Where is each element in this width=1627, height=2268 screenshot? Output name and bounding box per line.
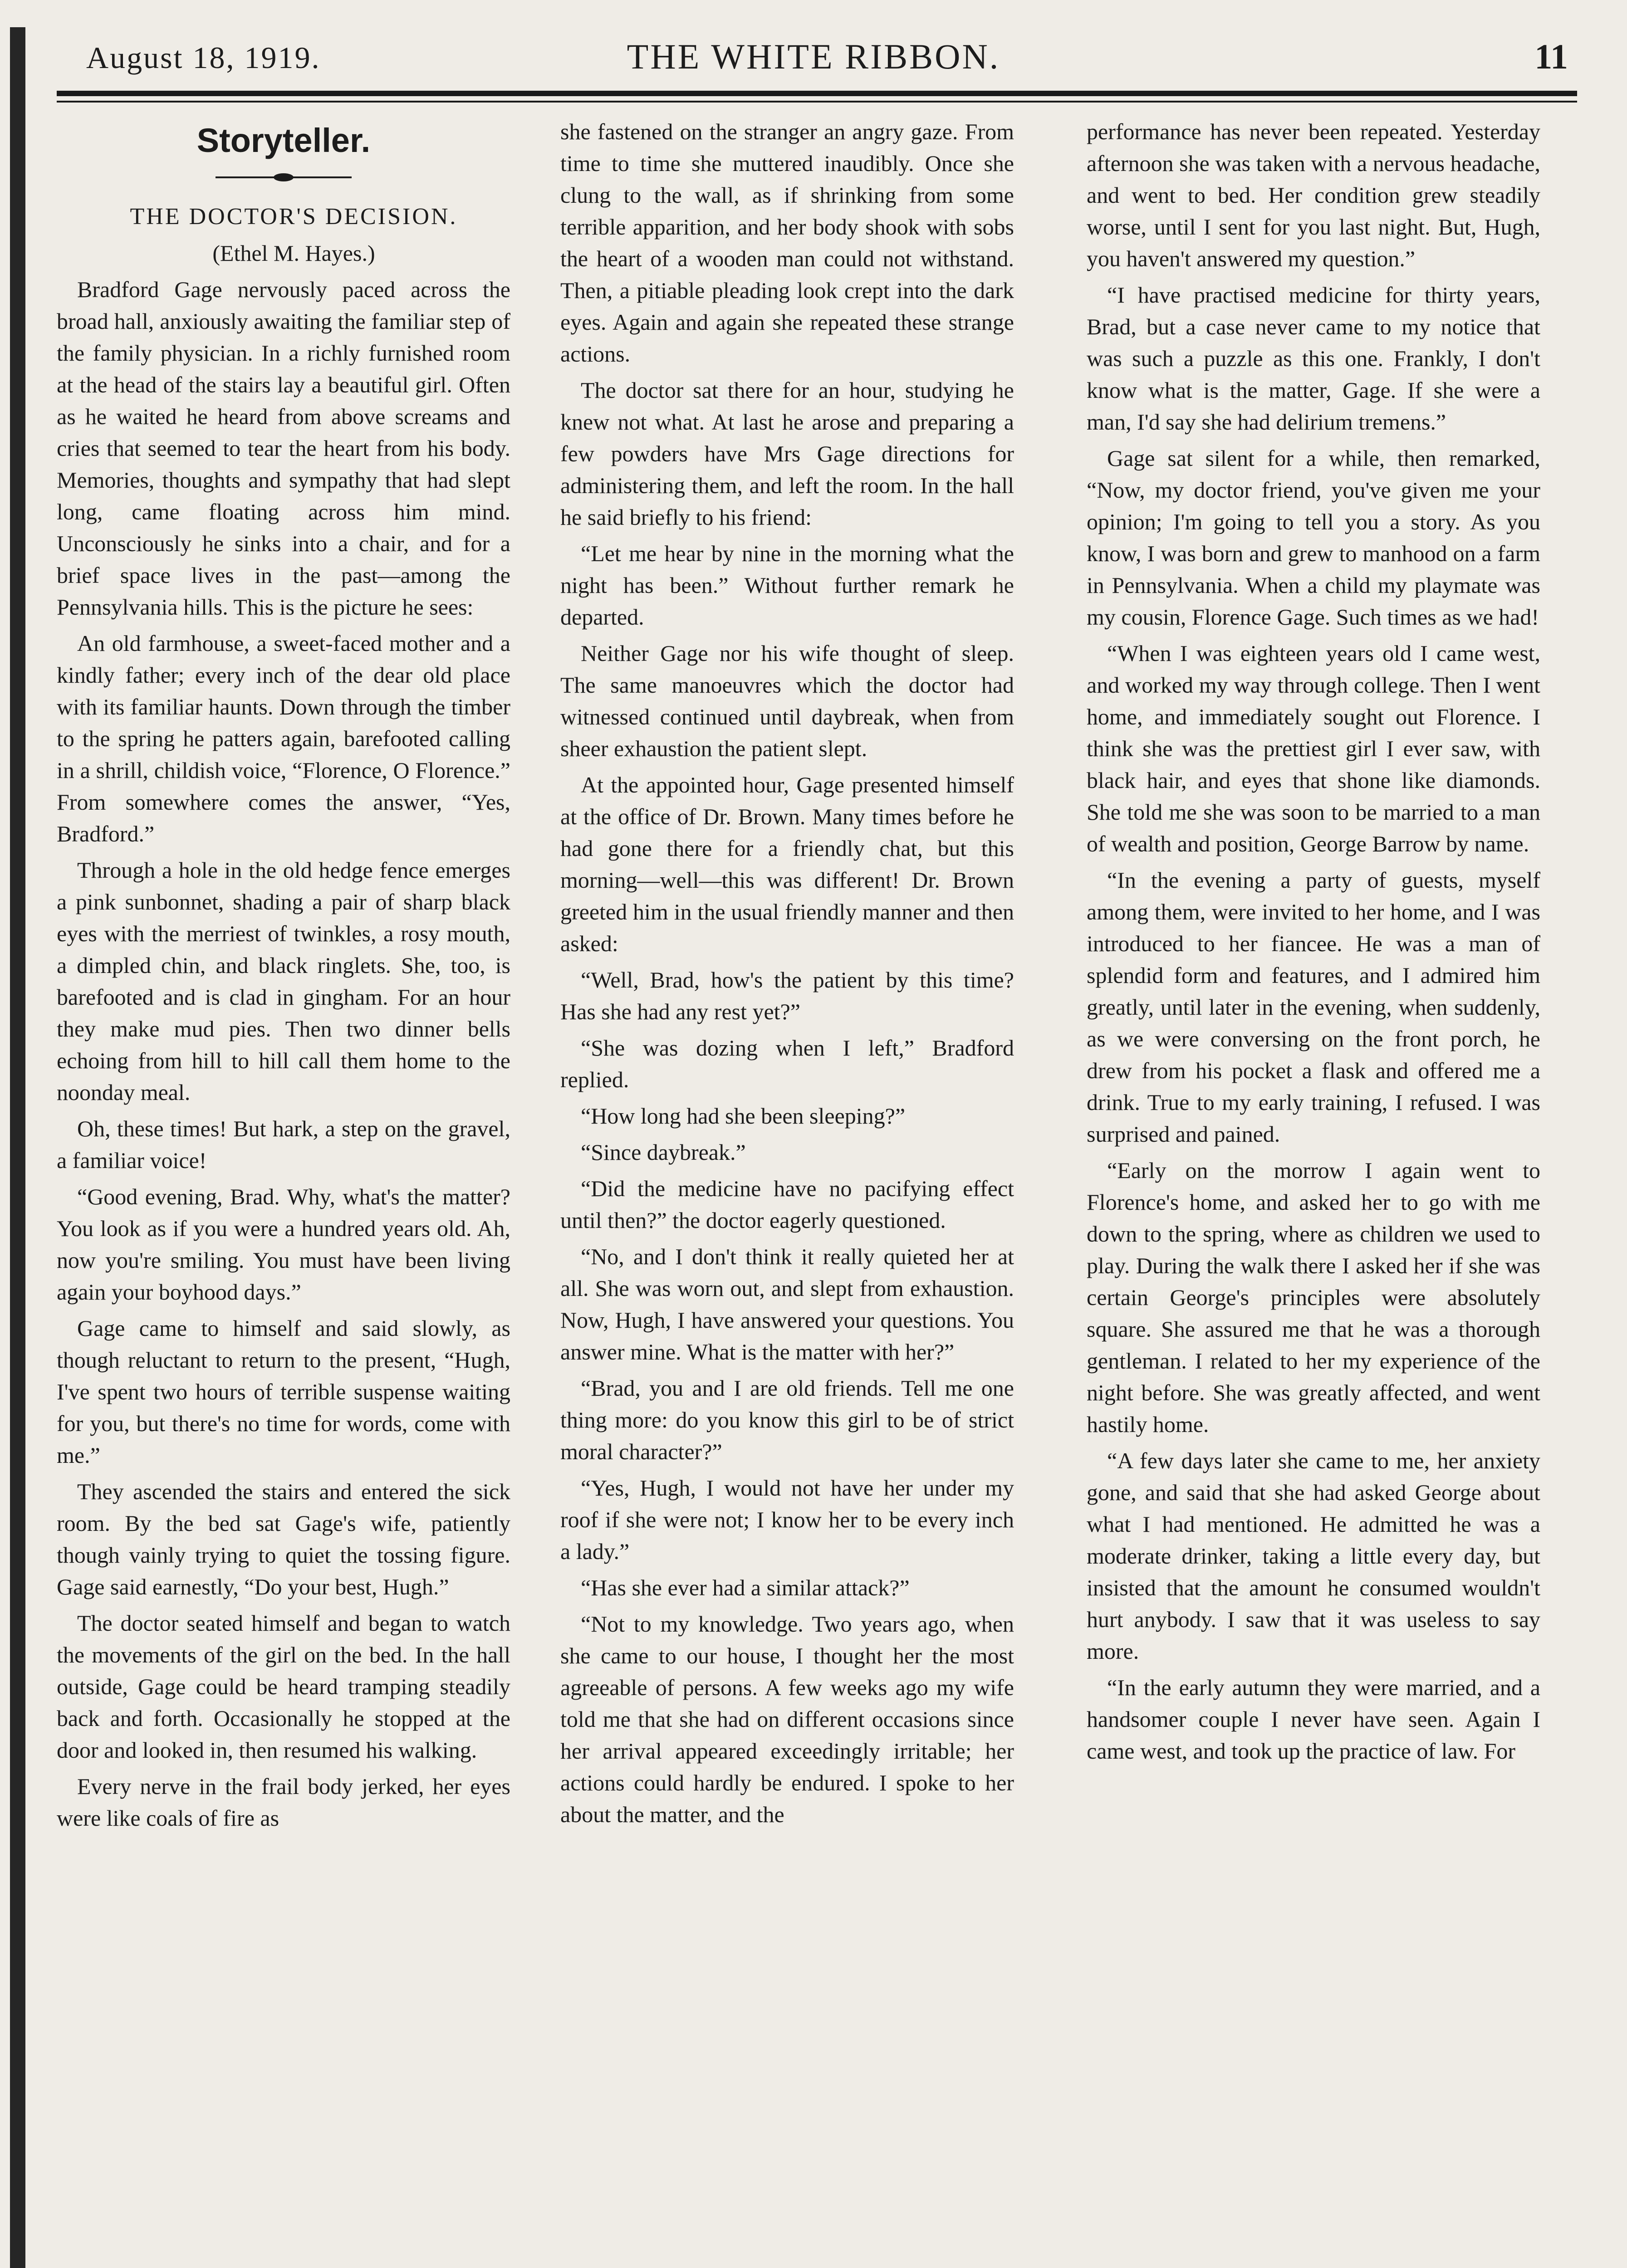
paragraph: “When I was eighteen years old I came west, and worked my way through college. Then I went home, and immediately sought out Florence. I think she was the prettiest girl I ever saw, with black hair, and eyes that shone like diamonds. She told me she was soon to be married to a man of wealth and position, George Barrow by name.: [1087, 640, 1540, 856]
column-2: [560, 116, 1014, 2257]
paragraph: Bradford Gage nervously paced across the broad hall, anxiously awaiting the familiar step of the family physician. In a richly furnished room at the head of the stairs lay a beautiful girl. Often as he waited he heard from above screams and cries that seemed to tear the heart from his body. Memories, thoughts and sympathy that had slept long, came floating across him mind. Unconsciously he sinks into a chair, and for a brief space lives in the past—among the Pennsylvania hills. This is the picture he sees:: [57, 277, 510, 620]
paragraph: “Well, Brad, how's the patient by this time? Has she had any rest yet?”: [560, 967, 1014, 1024]
paragraph: “In the early autumn they were married, and a handsomer couple I never have seen. Again I came west, and took up the practice of law. For: [1087, 1675, 1540, 1764]
paragraph: Oh, these times! But hark, a step on the gravel, a familiar voice!: [57, 1116, 510, 1173]
publication-title: THE WHITE RIBBON.: [627, 37, 1000, 76]
paragraph: Gage came to himself and said slowly, as though reluctant to return to the present, “Hugh, I've spent two hours of terrible suspense waiting for you, but there's no time for words, come with me.”: [57, 1315, 510, 1468]
ornament-divider-icon: [216, 172, 352, 183]
paragraph: An old farmhouse, a sweet-faced mother and a kindly father; every inch of the dear old place with its familiar haunts. Down through the timber to the spring he patters again, barefooted calling in a shrill, childish voice, “Florence, O Florence.” From somewhere comes the answer, “Yes, Bradford.”: [57, 631, 510, 846]
column-1: [57, 116, 510, 2257]
paragraph: “Since daybreak.”: [581, 1139, 746, 1165]
paragraph: At the appointed hour, Gage presented himself at the office of Dr. Brown. Many times before he had gone there for a friendly chat, but this morning—well—this was different! Dr. Brown greeted him in the usual friendly manner and then asked:: [560, 772, 1014, 956]
paragraph: “Has she ever had a similar attack?”: [581, 1575, 910, 1600]
paragraph: “Early on the morrow I again went to Florence's home, and asked her to go with me down to the spring, where as children we used to play. During the walk there I asked her if she was certain George's principles were absolutely square. She assured me that he was a thorough gentleman. I related to her my experience of the night before. She was greatly affected, and went hastily home.: [1087, 1158, 1540, 1437]
paragraph: “No, and I don't think it really quieted her at all. She was worn out, and slept from exhaustion. Now, Hugh, I have answered your questions. You answer mine. What is the matter with her?”: [560, 1244, 1014, 1364]
page-header: [59, 32, 1568, 86]
paragraph: performance has never been repeated. Yesterday afternoon she was taken with a nervous headache, and went to bed. Her condition grew steadily worse, until I sent for you last night. But, Hugh, you haven't answered my question.”: [1087, 119, 1540, 271]
story-author: (Ethel M. Hayes.): [212, 240, 375, 266]
paragraph: Neither Gage nor his wife thought of sleep. The same manoeuvres which the doctor had witnessed continued until daybreak, when from sheer exhaustion the patient slept.: [560, 640, 1014, 761]
paragraph: Through a hole in the old hedge fence emerges a pink sunbonnet, shading a pair of sharp black eyes with the merriest of twinkles, a rosy mouth, a dimpled chin, and black ringlets. She, too, is barefooted and is clad in gingham. For an hour they make mud pies. Then two dinner bells echoing from hill to hill call them home to the noonday meal.: [57, 857, 510, 1105]
paragraph: “How long had she been sleeping?”: [581, 1103, 906, 1129]
section-title: Storyteller.: [196, 122, 371, 159]
paragraph: “Good evening, Brad. Why, what's the matter? You look as if you were a hundred years old. Ah, now you're smiling. You must have been living again your boyhood days.”: [57, 1184, 510, 1305]
page-number: 11: [1534, 37, 1568, 76]
paragraph: “Yes, Hugh, I would not have her under my roof if she were not; I know her to be every inch a lady.”: [560, 1475, 1014, 1564]
paragraph: “Not to my knowledge. Two years ago, when she came to our house, I thought her the most agreeable of persons. A few weeks ago my wife told me that she had on different occasions since her arrival appeared exceedingly irritable; her actions could hardly be endured. I spoke to her about the matter, and the: [560, 1611, 1014, 1827]
paragraph: “She was dozing when I left,” Bradford replied.: [560, 1035, 1014, 1092]
paragraph: The doctor seated himself and began to watch the movements of the girl on the bed. In the hall outside, Gage could be heard tramping steadily back and forth. Occasionally he stopped at the door and looked in, then resumed his walking.: [57, 1610, 510, 1763]
header-rule-thin: [57, 101, 1577, 103]
issue-date: August 18, 1919.: [86, 40, 321, 75]
paragraph: “I have practised medicine for thirty years, Brad, but a case never came to my notice that was such a puzzle as this one. Frankly, I don't know what is the matter, Gage. If she were a man, I'd say she had delirium tremens.”: [1087, 282, 1540, 435]
paragraph: They ascended the stairs and entered the sick room. By the bed sat Gage's wife, patiently though vainly trying to quiet the tossing figure. Gage said earnestly, “Do your best, Hugh.”: [57, 1479, 510, 1599]
story-title: THE DOCTOR'S DECISION.: [130, 204, 458, 230]
binding-edge: [10, 27, 25, 2268]
paragraph: Every nerve in the frail body jerked, her eyes were like coals of fire as: [57, 1774, 510, 1831]
paragraph: Gage sat silent for a while, then remarked, “Now, my doctor friend, you've given me your opinion; I'm going to tell you a story. As you know, I was born and grew to manhood on a farm in Pennsylvania. When a child my playmate was my cousin, Florence Gage. Such times as we had!: [1087, 445, 1540, 630]
paragraph: “A few days later she came to me, her anxiety gone, and said that she had asked George about what I had mentioned. He admitted he was a moderate drinker, taking a little every day, but insisted that the amount he consumed wouldn't hurt anybody. I saw that it was useless to say more.: [1087, 1448, 1540, 1664]
paragraph: “Let me hear by nine in the morning what the night has been.” Without further remark he departed.: [560, 541, 1014, 630]
column-3: [1087, 116, 1540, 2257]
paragraph: she fastened on the stranger an angry gaze. From time to time she muttered inaudibly. Once she clung to the wall, as if shrinking from some terrible apparition, and her body shook with sobs the heart of a wooden man could not withstand. Then, a pitiable pleading look crept into the dark eyes. Again and again she repeated these strange actions.: [560, 119, 1014, 367]
paragraph: “Did the medicine have no pacifying effect until then?” the doctor eagerly questioned.: [560, 1176, 1014, 1233]
paragraph: “In the evening a party of guests, myself among them, were invited to her home, and I was introduced to her fiancee. He was a man of splendid form and features, and I admired him greatly, until later in the evening, when suddenly, as we were conversing on the front porch, he drew from his pocket a flask and offered me a drink. True to my early training, I refused. I was surprised and pained.: [1087, 867, 1540, 1147]
paragraph: The doctor sat there for an hour, studying he knew not what. At last he arose and preparing a few powders have Mrs Gage directions for administering them, and left the room. In the hall he said briefly to his friend:: [560, 377, 1014, 530]
paragraph: “Brad, you and I are old friends. Tell me one thing more: do you know this girl to be of strict moral character?”: [560, 1375, 1014, 1464]
header-rule-thick: [57, 91, 1577, 96]
